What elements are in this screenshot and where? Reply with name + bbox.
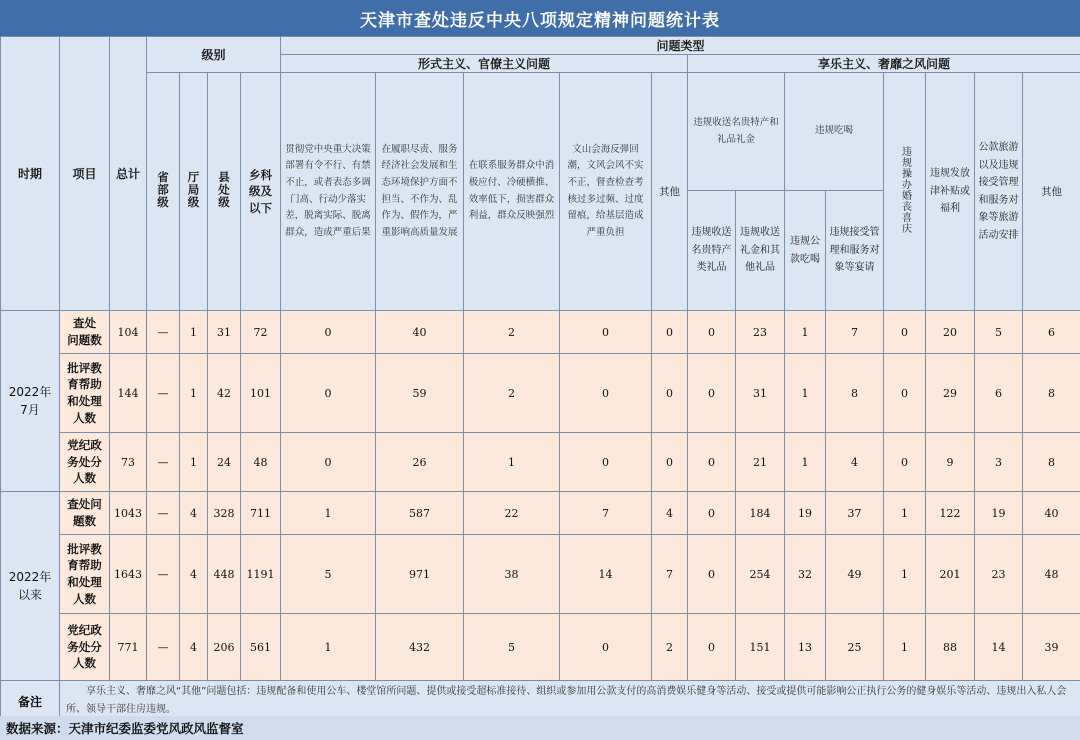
- cell: 0: [688, 311, 736, 354]
- table-row: [1, 433, 1080, 492]
- cell: 5: [281, 535, 376, 614]
- cell: 6: [1023, 311, 1080, 354]
- cell: 0: [281, 433, 376, 492]
- cell: 0: [688, 354, 736, 433]
- header-public-travel: 公款旅游以及违规接受管理和服务对象等旅游活动安排: [975, 73, 1023, 311]
- cell: 72: [241, 311, 281, 354]
- cell: 1: [281, 614, 376, 681]
- cell: 0: [560, 354, 652, 433]
- note-text: 享乐主义、奢靡之风“其他”问题包括：违规配备和使用公车、楼堂馆所问题、提供或接受超标准接待、组织或参加用公款支付的高消费娱乐健身等活动、接受或提供可能影响公正执行公务的健身娱乐等活动、违规出入私人会所、领导干部住房违规。: [60, 681, 1080, 722]
- cell: 448: [208, 535, 241, 614]
- period-label: 2022年 以来: [1, 492, 60, 681]
- cell: 201: [926, 535, 975, 614]
- cell: 144: [110, 354, 147, 433]
- cell: 1: [180, 433, 208, 492]
- data-source: [0, 716, 1080, 740]
- cell: 0: [560, 614, 652, 681]
- cell: 0: [688, 535, 736, 614]
- table-row: [1, 492, 1080, 535]
- cell: 4: [826, 433, 884, 492]
- cell: 0: [884, 433, 926, 492]
- cell: 21: [736, 433, 785, 492]
- cell: 0: [884, 311, 926, 354]
- cell: 7: [826, 311, 884, 354]
- cell: 49: [826, 535, 884, 614]
- table-title: 天津市查处违反中央八项规定精神问题统计表: [0, 0, 1080, 36]
- table-row: [1, 614, 1080, 681]
- cell: 1643: [110, 535, 147, 614]
- cell: 101: [241, 354, 281, 433]
- row-label: 党纪政 务处分 人数: [60, 433, 110, 492]
- cell: 40: [1023, 492, 1080, 535]
- cell: 0: [281, 311, 376, 354]
- header-gift-cash: 违规收送礼金和其他礼品: [736, 191, 785, 311]
- cell: 20: [926, 311, 975, 354]
- table-row: [1, 535, 1080, 614]
- header-dining-group: 违规吃喝: [785, 73, 884, 191]
- header-allowances: 违规发放津补贴或福利: [926, 73, 975, 311]
- cell: 1043: [110, 492, 147, 535]
- cell: 23: [975, 535, 1023, 614]
- row-label: 查处问 题数: [60, 492, 110, 535]
- cell: 59: [376, 354, 464, 433]
- cell: 1: [281, 492, 376, 535]
- cell: 771: [110, 614, 147, 681]
- header-gift-group: 违规收送名贵特产和礼品礼金: [688, 73, 785, 191]
- cell: 32: [785, 535, 826, 614]
- header-weddings-funerals: 违规操办婚丧喜庆: [899, 146, 911, 234]
- header-total: 总计: [110, 37, 147, 311]
- cell: 39: [1023, 614, 1080, 681]
- cell: 7: [560, 492, 652, 535]
- cell: —: [147, 492, 180, 535]
- cell: 31: [736, 354, 785, 433]
- header-dining-banquet: 违规接受管理和服务对象等宴请: [826, 191, 884, 311]
- cell: 4: [180, 492, 208, 535]
- row-label: 批评教 育帮助 和处理 人数: [60, 354, 110, 433]
- cell: 0: [560, 433, 652, 492]
- cell: 1: [785, 311, 826, 354]
- cell: 122: [926, 492, 975, 535]
- cell: 971: [376, 535, 464, 614]
- cell: 0: [560, 311, 652, 354]
- header-level-bureau: 厅局级: [186, 171, 201, 209]
- data-source-label: 数据来源：: [6, 721, 69, 736]
- cell: 5: [464, 614, 560, 681]
- cell: 1: [464, 433, 560, 492]
- cell: 0: [688, 492, 736, 535]
- cell: 561: [241, 614, 281, 681]
- header-dining-public: 违规公款吃喝: [785, 191, 826, 311]
- cell: 206: [208, 614, 241, 681]
- cell: 8: [1023, 354, 1080, 433]
- cell: 5: [975, 311, 1023, 354]
- header-formalism-col-1: 贯彻党中央重大决策部署有令不行、有禁不止，或者表态多调门高、行动少落实差，脱离实际、脱离群众，造成严重后果: [281, 73, 376, 311]
- cell: 31: [208, 311, 241, 354]
- cell: 254: [736, 535, 785, 614]
- cell: 22: [464, 492, 560, 535]
- header-period: 时期: [1, 37, 60, 311]
- cell: 1: [884, 535, 926, 614]
- cell: 1191: [241, 535, 281, 614]
- header-level-province: 省部级: [156, 171, 171, 209]
- cell: 8: [826, 354, 884, 433]
- cell: 104: [110, 311, 147, 354]
- cell: 1: [884, 614, 926, 681]
- row-label: 查处 问题数: [60, 311, 110, 354]
- header-problem-type: 问题类型: [281, 37, 1080, 55]
- cell: 4: [180, 535, 208, 614]
- cell: 8: [1023, 433, 1080, 492]
- cell: 0: [688, 614, 736, 681]
- header-formalism-col-3: 在联系服务群众中消极应付、冷硬横推、效率低下，损害群众利益，群众反映强烈: [464, 73, 560, 311]
- cell: 184: [736, 492, 785, 535]
- cell: —: [147, 614, 180, 681]
- cell: 14: [975, 614, 1023, 681]
- table-row: [1, 311, 1080, 354]
- cell: 1: [785, 433, 826, 492]
- cell: 2: [464, 311, 560, 354]
- cell: 73: [110, 433, 147, 492]
- cell: 13: [785, 614, 826, 681]
- cell: 19: [975, 492, 1023, 535]
- cell: 14: [560, 535, 652, 614]
- cell: 4: [180, 614, 208, 681]
- cell: 48: [241, 433, 281, 492]
- cell: 1: [884, 492, 926, 535]
- header-formalism-col-2: 在履职尽责、服务经济社会发展和生态环境保护方面不担当、不作为、乱作为、假作为，严重影响高质量发展: [376, 73, 464, 311]
- header-level-county: 县处级: [217, 171, 232, 209]
- row-label: 批评教 育帮助 和处理 人数: [60, 535, 110, 614]
- cell: 0: [884, 354, 926, 433]
- data-source-text: 天津市纪委监委党风政风监督室: [68, 721, 244, 736]
- cell: 0: [281, 354, 376, 433]
- cell: —: [147, 311, 180, 354]
- cell: 37: [826, 492, 884, 535]
- cell: 40: [376, 311, 464, 354]
- cell: 328: [208, 492, 241, 535]
- header-hedonism-other: 其他: [1023, 73, 1080, 311]
- cell: 2: [652, 614, 688, 681]
- cell: 25: [826, 614, 884, 681]
- header-item: 项目: [60, 37, 110, 311]
- table-row: [1, 354, 1080, 433]
- cell: 0: [652, 354, 688, 433]
- cell: 29: [926, 354, 975, 433]
- cell: 1: [180, 311, 208, 354]
- statistics-table: [0, 36, 1080, 722]
- row-label: 党纪政 务处分 人数: [60, 614, 110, 681]
- header-gift-specialty: 违规收送名贵特产类礼品: [688, 191, 736, 311]
- cell: 0: [652, 311, 688, 354]
- header-formalism-other: 其他: [652, 73, 688, 311]
- cell: 19: [785, 492, 826, 535]
- cell: 23: [736, 311, 785, 354]
- header-level-township: 乡科级及以下: [241, 73, 281, 311]
- cell: 48: [1023, 535, 1080, 614]
- period-label: 2022年 7月: [1, 311, 60, 492]
- cell: 432: [376, 614, 464, 681]
- cell: —: [147, 433, 180, 492]
- cell: 0: [688, 433, 736, 492]
- cell: —: [147, 354, 180, 433]
- header-formalism-col-4: 文山会海反弹回潮，文风会风不实不正，督查检查考核过多过频、过度留痕，给基层造成严重负担: [560, 73, 652, 311]
- cell: —: [147, 535, 180, 614]
- note-label: 备注: [1, 681, 60, 722]
- header-level: 级别: [147, 37, 281, 73]
- cell: 711: [241, 492, 281, 535]
- cell: 587: [376, 492, 464, 535]
- cell: 38: [464, 535, 560, 614]
- cell: 6: [975, 354, 1023, 433]
- cell: 9: [926, 433, 975, 492]
- cell: 2: [464, 354, 560, 433]
- cell: 151: [736, 614, 785, 681]
- cell: 7: [652, 535, 688, 614]
- cell: 88: [926, 614, 975, 681]
- header-formalism: 形式主义、官僚主义问题: [281, 55, 688, 73]
- cell: 4: [652, 492, 688, 535]
- cell: 42: [208, 354, 241, 433]
- cell: 1: [785, 354, 826, 433]
- cell: 1: [180, 354, 208, 433]
- cell: 3: [975, 433, 1023, 492]
- cell: 26: [376, 433, 464, 492]
- cell: 0: [652, 433, 688, 492]
- cell: 24: [208, 433, 241, 492]
- header-hedonism: 享乐主义、奢靡之风问题: [688, 55, 1080, 73]
